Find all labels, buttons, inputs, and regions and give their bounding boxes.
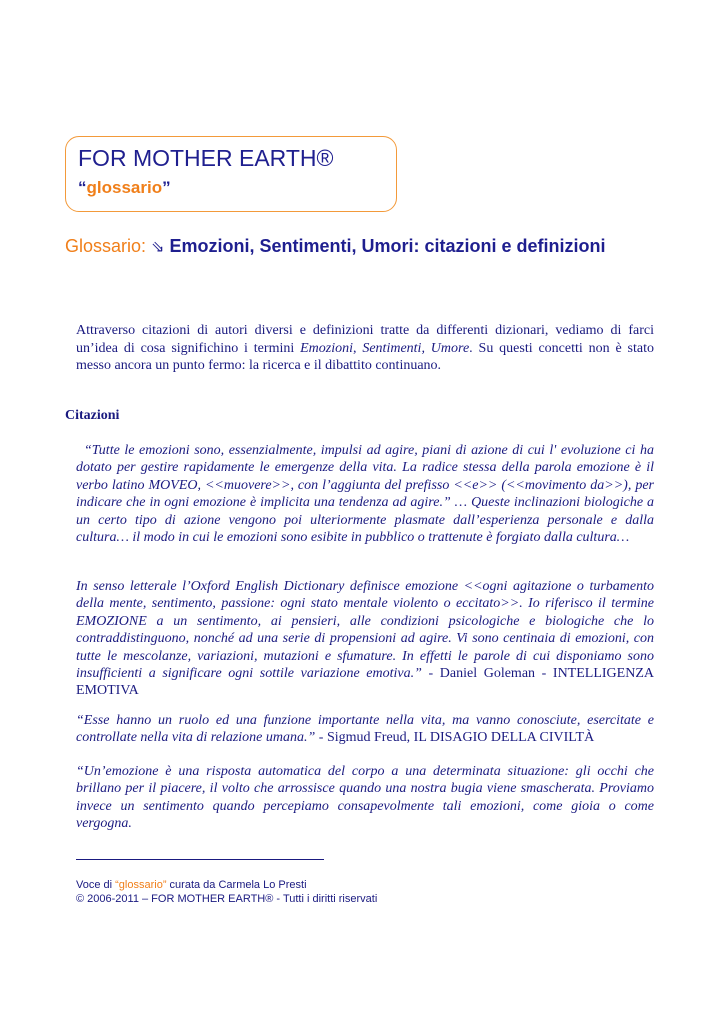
quote-1 <box>76 442 654 546</box>
quote-3 <box>76 712 654 747</box>
subtitle-open-quote: “ <box>78 178 87 197</box>
heading-prefix: Glossario: <box>65 236 147 256</box>
footer-divider <box>76 859 324 860</box>
intro-term-sentimenti-umore: Sentimenti, Umore <box>362 340 470 356</box>
footer-credit-line <box>76 878 377 892</box>
brand-title: FOR MOTHER EARTH® <box>78 145 334 171</box>
quote-3-text: “Esse hanno un ruolo ed una funzione importante nella vita, ma vanno conosciute, esercitate e controllate nella vita di relazione umana.” <box>76 713 654 746</box>
section-title-citazioni: Citazioni <box>65 408 120 423</box>
quote-2-attribution: - Daniel Goleman - INTELLIGENZA EMOTIVA <box>76 666 654 699</box>
quote-4-text: “Un’emozione è una risposta automatica del corpo a una determinata situazione: gli occhi che brillano per il piacere, il volto che arrossisce quando una nostra bugia viene smascherata. Proviamo invece un sentimento quando percepiamo consapevolmente tali emozioni, come gioia o come vergogna. <box>76 764 654 832</box>
intro-paragraph <box>76 322 654 375</box>
quote-2 <box>76 578 654 700</box>
quote-3-attribution: - Sigmud Freud, IL DISAGIO DELLA CIVILTÀ <box>315 730 595 746</box>
arrow-down-right-icon: ⇘ <box>151 237 165 256</box>
footer-credit-prefix: Voce di <box>76 879 116 891</box>
quote-4 <box>76 763 654 833</box>
intro-term-emozioni: Emozioni <box>300 340 353 356</box>
subtitle-glossario: glossario <box>86 178 163 197</box>
brand-subtitle <box>78 178 171 198</box>
footer-copyright: © 2006-2011 – FOR MOTHER EARTH® - Tutti i diritti riservati <box>76 893 378 905</box>
footer <box>76 878 377 906</box>
intro-text-1: Attraverso citazioni di autori diversi e definizioni tratte da differenti dizionari, vediamo di farci un’idea di cosa significhino i termini <box>76 323 654 356</box>
brand-header-box <box>65 136 397 212</box>
page-title <box>65 233 665 260</box>
quote-2-text: In senso letterale l’Oxford English Dictionary definisce emozione <<ogni agitazione o turbamento della mente, sentimento, passione: ogni stato mentale violento o eccitato>>. Io riferisco il termine EMOZIONE a un sentimento, ai pensieri, alle condizioni psicologiche e biologiche che lo contraddistinguono, nonché ad una serie di propensioni ad agire. Vi sono centinaia di emozioni, con tutte le mescolanze, variazioni, mutazioni e sfumature. In effetti le parole di cui disponiamo sono insufficienti a significare ogni sottile variazione emotiva.” <box>76 579 654 682</box>
intro-separator: , <box>352 340 363 356</box>
footer-glossario: “glossario” <box>115 879 167 891</box>
heading-title: Emozioni, Sentimenti, Umori: citazioni e definizioni <box>169 236 606 256</box>
quote-1-text: “Tutte le emozioni sono, essenzialmente, impulsi ad agire, piani di azione di cui l' evoluzione ci ha dotato per gestire rapidamente le emergenze della vita. La radice stessa della parola emozione è il verbo latino MOVEO, <<muovere>>, con l’aggiunta del prefisso <<e>> (<<movimento da>>), per indicare che in ogni emozione è implicita una tendenza ad agire.” … Queste inclinazioni biologiche a un certo tipo di azione vengono poi ulteriormente plasmate dall’esperienza personale e dalla cultura… il modo in cui le emozioni sono esibite in pubblico o trattenute è forgiato dalla cultura… <box>76 443 654 546</box>
intro-text-2: . Su questi concetti non è stato messo ancora un punto fermo: la ricerca e il dibattito continuano. <box>76 340 655 373</box>
subtitle-close-quote: ” <box>162 178 171 197</box>
footer-credit-author: curata da Carmela Lo Presti <box>166 879 307 891</box>
